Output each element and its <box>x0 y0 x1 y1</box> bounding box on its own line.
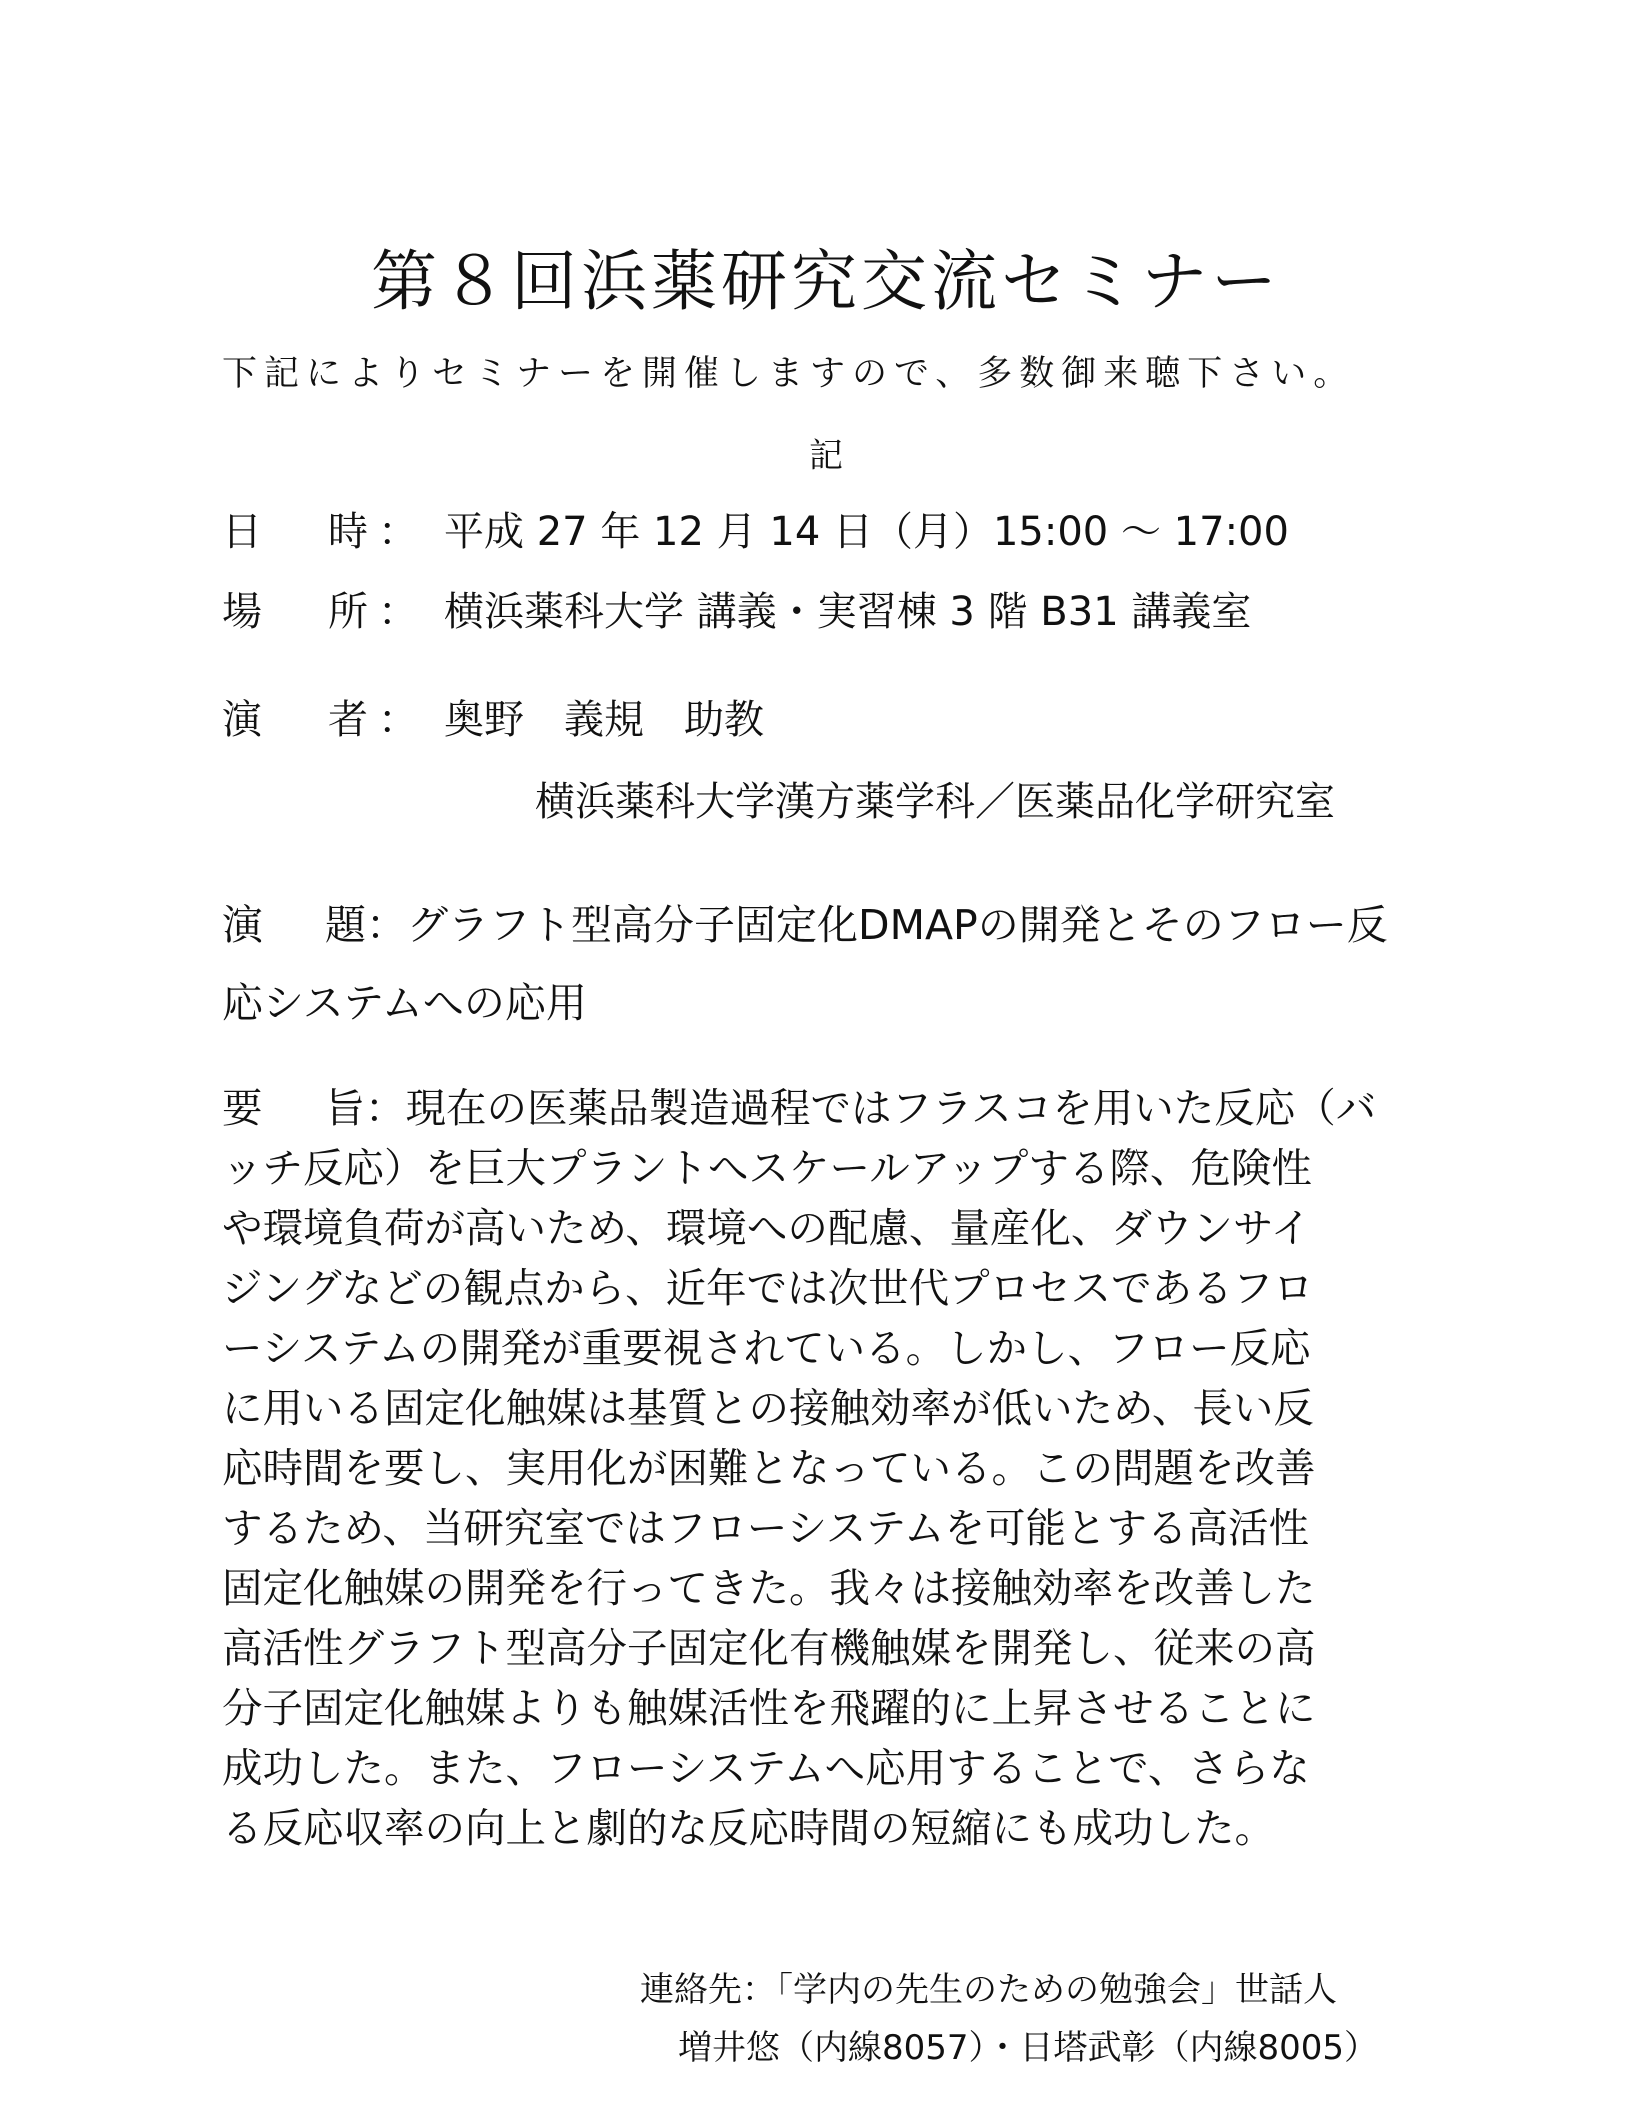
place-label <box>222 580 420 637</box>
abstract-line: 固定化触媒の開発を行ってきた。我々は接触効率を改善した <box>222 1564 1316 1612</box>
datetime-value: 平成 27 年 12 月 14 日（月）15:00 ～ 17:00 <box>444 509 1289 555</box>
place-label-a: 場 <box>222 589 264 635</box>
speaker-label-b: 者 <box>328 697 370 743</box>
abstract-line <box>222 1078 1442 1138</box>
datetime-colon: ： <box>378 509 420 555</box>
talk-label-a: 演 <box>222 901 263 949</box>
abstract-label-a: 要 <box>222 1084 263 1132</box>
talk-colon: ： <box>366 901 407 949</box>
place-colon: ： <box>378 589 420 635</box>
abstract-line: 高活性グラフト型高分子固定化有機触媒を開発し、従来の高 <box>222 1624 1316 1672</box>
contact-line2: 増井悠（内線8057）・日塔武彰（内線8005） <box>678 2028 1379 2068</box>
abstract-line: ッチ反応）を巨大プラントへスケールアップする際、危険性 <box>222 1144 1312 1192</box>
talk-title-line2: 応システムへの応用 <box>222 979 587 1027</box>
place-label-b: 所 <box>328 589 370 635</box>
abstract-line: 応時間を要し、実用化が困難となっている。この問題を改善 <box>222 1444 1316 1492</box>
ki-heading: 記 <box>809 436 843 476</box>
page-title: 第８回浜薬研究交流セミナー <box>371 243 1281 320</box>
datetime-label-a: 日 <box>222 509 264 555</box>
speaker-name: 奥野 義規 助教 <box>444 697 764 743</box>
abstract-line: するため、当研究室ではフローシステムを可能とする高活性 <box>222 1504 1310 1552</box>
intro-text: 下記によりセミナーを開催しますので、多数御来聴下さい。 <box>222 354 1356 394</box>
datetime-label-b: 時 <box>328 509 370 555</box>
talk-title-text-1: グラフト型高分子固定化DMAPの開発とそのフロー反 <box>407 901 1388 949</box>
speaker-label-a: 演 <box>222 697 264 743</box>
place-value: 横浜薬科大学 講義・実習棟 3 階 B31 講義室 <box>444 589 1252 635</box>
abstract-block <box>222 1078 1442 1858</box>
abstract-line: ジングなどの観点から、近年では次世代プロセスであるフロ <box>222 1264 1314 1312</box>
speaker-colon: ： <box>378 697 420 743</box>
abstract-line: ーシステムの開発が重要視されている。しかし、フロー反応 <box>222 1324 1311 1372</box>
abstract-label-b: 旨 <box>324 1084 365 1132</box>
abstract-colon: ： <box>365 1084 406 1132</box>
datetime-label <box>222 500 420 557</box>
talk-title-line1 <box>222 892 1388 951</box>
abstract-line: に用いる固定化触媒は基質との接触効率が低いため、長い反 <box>222 1384 1314 1432</box>
abstract-text: 現在の医薬品製造過程ではフラスコを用いた反応（バ <box>405 1084 1377 1132</box>
speaker-label <box>222 688 420 745</box>
speaker-affiliation: 横浜薬科大学漢方薬学科／医薬品化学研究室 <box>535 779 1335 825</box>
abstract-line: る反応収率の向上と劇的な反応時間の短縮にも成功した。 <box>222 1804 1275 1852</box>
abstract-line: 成功した。また、フローシステムへ応用することで、さらな <box>222 1744 1310 1792</box>
abstract-line: 分子固定化触媒よりも触媒活性を飛躍的に上昇させることに <box>222 1684 1316 1732</box>
talk-label-b: 題 <box>325 901 366 949</box>
contact-line1: 連絡先：「学内の先生のための勉強会」世話人 <box>640 1970 1337 2010</box>
abstract-line: や環境負荷が高いため、環境への配慮、量産化、ダウンサイ <box>222 1204 1312 1252</box>
